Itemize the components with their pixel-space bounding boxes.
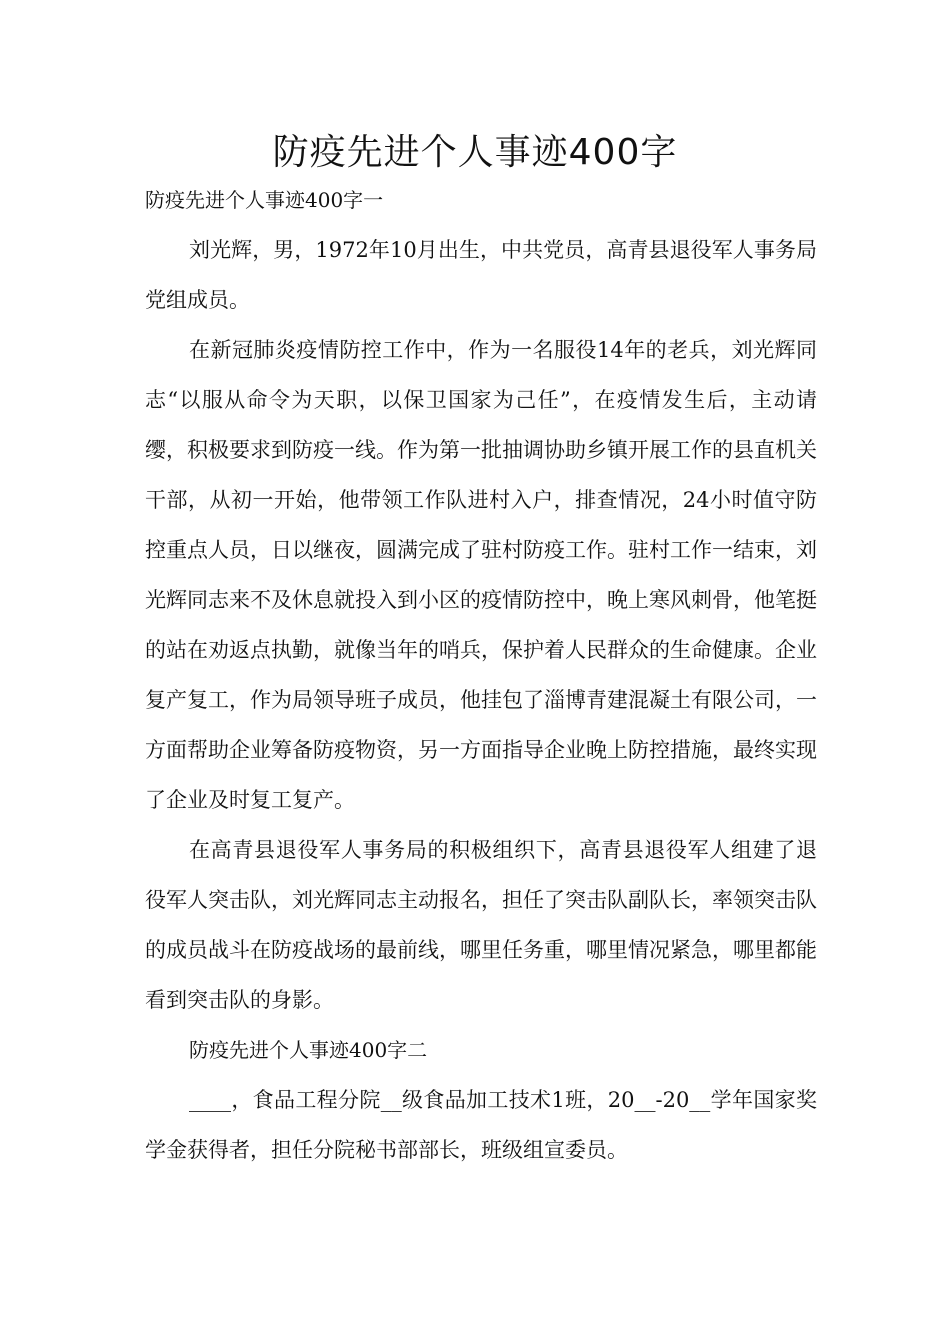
document-body xyxy=(145,225,817,1175)
section-heading-1: 防疫先进个人事迹400字一 xyxy=(145,188,384,212)
paragraph-2: 在新冠肺炎疫情防控工作中，作为一名服役14年的老兵，刘光辉同志“以服从命令为天职，以保卫国家为己任”，在疫情发生后，主动请缨，积极要求到防疫一线。作为第一批抽调协助乡镇开展工作的县直机关干部，从初一开始，他带领工作队进村入户，排查情况，24小时值守防控重点人员，日以继夜，圆满完成了驻村防疫工作。驻村工作一结束，刘光辉同志来不及休息就投入到小区的疫情防控中，晚上寒风刺骨，他笔挺的站在劝返点执勤，就像当年的哨兵，保护着人民群众的生命健康。企业复产复工，作为局领导班子成员，他挂包了淄博青建混凝土有限公司，一方面帮助企业筹备防疫物资，另一方面指导企业晚上防控措施，最终实现了企业及时复工复产。 xyxy=(145,338,817,812)
section-heading-2: 防疫先进个人事迹400字二 xyxy=(189,1038,428,1062)
paragraph-3: 在高青县退役军人事务局的积极组织下，高青县退役军人组建了退役军人突击队，刘光辉同志主动报名，担任了突击队副队长，率领突击队的成员战斗在防疫战场的最前线，哪里任务重，哪里情况紧急，哪里都能看到突击队的身影。 xyxy=(145,838,817,1012)
paragraph-4: ____，食品工程分院__级食品加工技术1班，20__-20__学年国家奖学金获得者，担任分院秘书部部长，班级组宣委员。 xyxy=(145,1088,817,1162)
paragraph-1: 刘光辉，男，1972年10月出生，中共党员，高青县退役军人事务局党组成员。 xyxy=(145,238,817,312)
document-title: 防疫先进个人事迹400字 xyxy=(272,132,678,173)
